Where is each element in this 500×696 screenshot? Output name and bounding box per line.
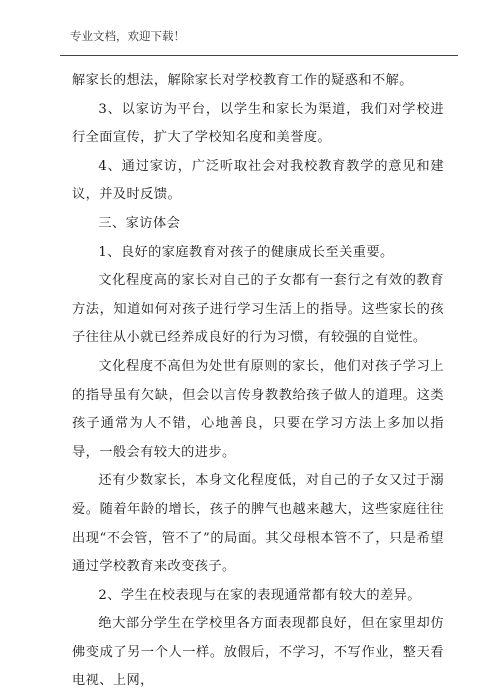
paragraph-2: 3、以家访为平台，以学生和家长为渠道，我们对学校进行全面宣传，扩大了学校知名度和美誉度。 <box>72 101 444 146</box>
document-body <box>72 67 444 696</box>
paragraph-6: 文化程度高的家长对自己的子女都有一套行之有效的教育方法，知道如何对孩子进行学习生活上的指导。这些家长的孩子往往从小就已经养成良好的行为习惯，有较强的自觉性。 <box>72 273 444 346</box>
document-header: 专业文档，欢迎下载！ <box>70 29 185 43</box>
section-heading: 三、家访体会 <box>98 215 181 231</box>
header-rule <box>60 55 458 56</box>
paragraph-1: 解家长的想法，解除家长对学校教育工作的疑惑和不解。 <box>72 73 413 88</box>
paragraph-8: 还有少数家长，本身文化程度低，对自己的子女又过于溺爱。随着年龄的增长，孩子的脾气也越来越大，这些家庭往往出现“不会管，管不了”的局面。其父母根本管不了，只是希望通过学校教育来改变孩子。 <box>72 473 444 575</box>
paragraph-9: 2、学生在校表现与在家的表现通常都有较大的差异。 <box>98 587 421 603</box>
paragraph-10: 绝大部分学生在学校里各方面表现都良好，但在家里却仿佛变成了另一个人一样。放假后，不学习，不写作业，整天看电视、上网， <box>72 616 444 689</box>
paragraph-3: 4、通过家访，广泛听取社会对我校教育教学的意见和建议，并及时反馈。 <box>72 158 444 203</box>
paragraph-5: 1、良好的家庭教育对孩子的健康成长至关重要。 <box>98 244 394 260</box>
paragraph-7: 文化程度不高但为处世有原则的家长，他们对孩子学习上的指导虽有欠缺，但会以言传身教教给孩子做人的道理。这类孩子通常为人不错，心地善良，只要在学习方法上多加以指导，一般会有较大的进步。 <box>72 358 444 460</box>
